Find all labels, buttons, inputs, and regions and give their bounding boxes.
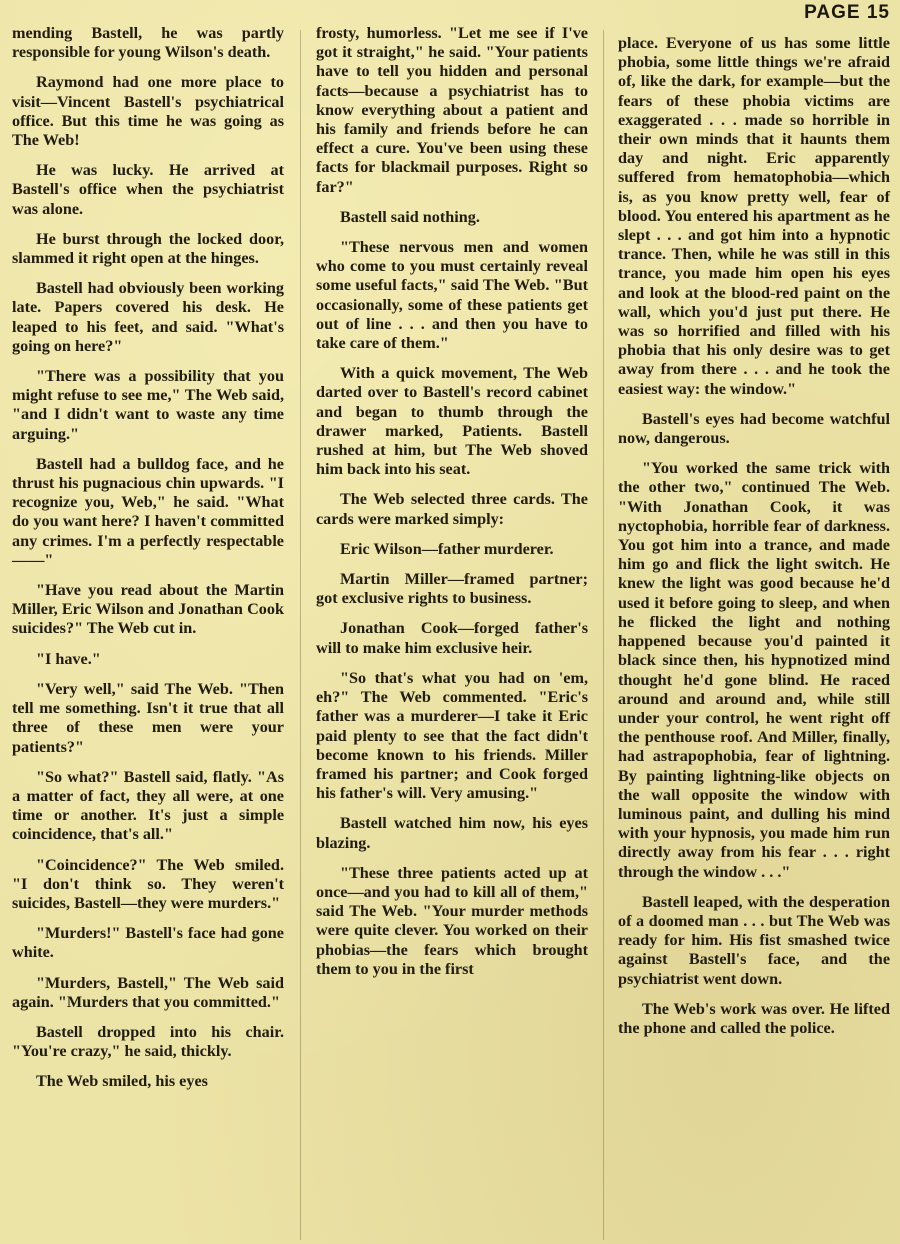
paragraph: Martin Miller—framed partner; got exclusive rights to business.: [316, 570, 588, 608]
paragraph: "Coincidence?" The Web smiled. "I don't think so. They weren't suicides, Bastell—they were murders.": [12, 855, 284, 912]
paragraph: The Web selected three cards. The cards were marked simply:: [316, 490, 588, 528]
paragraph: "Murders, Bastell," The Web said again. "Murders that you committed.": [12, 973, 284, 1011]
paragraph: Bastell leaped, with the desperation of a doomed man . . . but The Web was ready for him. His fist smashed twice against Bastell's face, and the psychiatrist went down.: [618, 892, 890, 988]
paragraph: Bastell said nothing.: [340, 207, 480, 226]
paragraph: Bastell had a bulldog face, and he thrust his pugnacious chin upwards. "I recognize you, Web," he said. "What do you want here? I haven't committed any crimes. I'm a perfectly respectable——": [12, 454, 284, 569]
paragraph: Bastell's eyes had become watchful now, dangerous.: [618, 409, 890, 448]
paragraph: "I have.": [36, 649, 101, 668]
paragraph: Bastell watched him now, his eyes blazing.: [316, 814, 588, 852]
paragraph: "These three patients acted up at once—and you had to kill all of them," said The Web. "Your murder methods were quite clever. You worked on their phobias—the fears which brought them to you in the first: [316, 863, 588, 978]
paragraph: With a quick movement, The Web darted over to Bastell's record cabinet and began to thumb through the drawer marked, Patients. Bastell rushed at him, but The Web shoved him back into his seat.: [316, 364, 588, 479]
text-column-3: [618, 34, 890, 1049]
paragraph: "These nervous men and women who come to you must certainly reveal some useful facts," said The Web. "But occasionally, some of these patients get out of line . . . and then you have to take care of them.": [316, 238, 588, 353]
paragraph: mending Bastell, he was partly responsible for young Wilson's death.: [12, 24, 284, 62]
paragraph: "Very well," said The Web. "Then tell me something. Isn't it true that all three of these men were your patients?": [12, 679, 284, 756]
paragraph: Jonathan Cook—forged father's will to make him exclusive heir.: [316, 619, 588, 657]
paragraph: The Web's work was over. He lifted the phone and called the police.: [618, 999, 890, 1037]
paragraph: Eric Wilson—father murderer.: [340, 539, 554, 558]
paragraph: "Murders!" Bastell's face had gone white.: [12, 924, 284, 962]
paragraph: Bastell had obviously been working late. Papers covered his desk. He leaped to his feet, and said. "What's going on here?": [12, 279, 284, 355]
page-number: PAGE 15: [804, 2, 890, 23]
paragraph: place. Everyone of us has some little phobia, some little things we're afraid of, like the dark, for example—but the fears of these phobia victims are exaggerated . . . made so horrible in their own minds that it haunts them day and night. Eric apparently suffered from hematophobia—which is, as you know pretty well, fear of blood. You entered his apartment as he slept . . . and got him into a hypnotic trance. Then, while he was still in this trance, you made him open his eyes and look at the blood-red paint on the wall, which you'd just put there. He was so horrified and filled with his phobia that his only desire was to get away from there . . . and he took the easiest way: the window.": [618, 34, 890, 398]
text-column-2: [316, 24, 588, 990]
column-divider: [603, 30, 604, 1240]
paragraph: Bastell dropped into his chair. "You're crazy," he said, thickly.: [12, 1022, 284, 1061]
paragraph: frosty, humorless. "Let me see if I've got it straight," he said. "Your patients have to tell you hidden and personal facts—because a psychiatrist has to know everything about a patient and his family and friends before he can effect a cure. You've been using these facts for blackmail purposes. Right so far?": [316, 24, 588, 196]
paragraph: "So that's what you had on 'em, eh?" The Web commented. "Eric's father was a murderer—I take it Eric paid plenty to see that the fact didn't become known to his friends. Miller framed his partner; and Cook forged his father's will. Very amusing.": [316, 668, 588, 803]
paragraph: He was lucky. He arrived at Bastell's office when the psychiatrist was alone.: [12, 161, 284, 218]
paragraph: "So what?" Bastell said, flatly. "As a matter of fact, they all were, at one time or another. It's just a simple coincidence, that's all.": [12, 767, 284, 844]
paragraph: Raymond had one more place to visit—Vincent Bastell's psychiatrical office. But this time he was going as The Web!: [12, 73, 284, 150]
paragraph: "Have you read about the Martin Miller, Eric Wilson and Jonathan Cook suicides?" The Web cut in.: [12, 581, 284, 638]
paragraph: He burst through the locked door, slammed it right open at the hinges.: [12, 229, 284, 268]
text-column-1: [12, 24, 284, 1103]
column-divider: [300, 30, 301, 1240]
paragraph: The Web smiled, his eyes: [36, 1072, 208, 1091]
paragraph: "You worked the same trick with the other two," continued The Web. "With Jonathan Cook, it was nyctophobia, horrible fear of darkness. You got him into a trance, and made him go and flick the light switch. He knew the light was good because he'd used it before going to sleep, and when he flicked the light and nothing happened because you'd painted it black since then, his hypnotized mind thought he'd gone blind. He raced around and around and, while still under your control, he went right off the penthouse roof. And Miller, finally, had astrapophobia, fear of lightning. By painting lightning-like objects on the wall opposite the window with luminous paint, and dulling his mind with your hypnosis, you made him run directly away from his fear . . . right through the window . . .": [618, 459, 890, 881]
paragraph: "There was a possibility that you might refuse to see me," The Web said, "and I didn't want to waste any time arguing.": [12, 367, 284, 443]
